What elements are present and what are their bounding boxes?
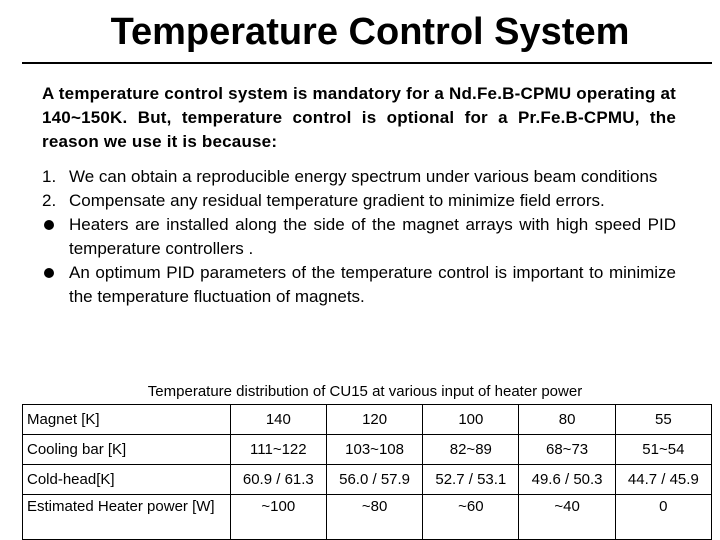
table-cell: 60.9 / 61.3 — [230, 465, 326, 495]
table-row — [23, 405, 712, 435]
point-item-3 — [42, 213, 676, 261]
table-cell: 111~122 — [230, 435, 326, 465]
table-cell: ~60 — [423, 495, 519, 540]
table-cell: ~100 — [230, 495, 326, 540]
intro-paragraph: A temperature control system is mandatory for a Nd.Fe.B-CPMU operating at 140~150K. But, temperature control is optional for a Pr.Fe.B-CPMU, the reason we use it is because: — [42, 84, 676, 151]
table-cell: 51~54 — [615, 435, 711, 465]
table-cell: 55 — [615, 405, 711, 435]
row-label: Cold-head[K] — [23, 465, 231, 495]
point-item-1 — [42, 165, 676, 189]
temperature-table — [22, 404, 712, 540]
bullet-icon — [44, 268, 54, 278]
table-cell: 120 — [326, 405, 422, 435]
row-label: Estimated Heater power [W] — [23, 495, 231, 540]
slide-title: Temperature Control System — [110, 11, 630, 53]
row-label: Cooling bar [K] — [23, 435, 231, 465]
title-underline — [22, 62, 712, 64]
point-number: 2. — [42, 191, 57, 210]
table-cell: 0 — [615, 495, 711, 540]
point-number: 1. — [42, 167, 57, 186]
table-cell: ~40 — [519, 495, 615, 540]
table-cell: 82~89 — [423, 435, 519, 465]
point-item-2 — [42, 189, 676, 213]
point-text: An optimum PID parameters of the temperature control is important to minimize the temperature fluctuation of magnets. — [69, 263, 676, 306]
table-cell: 44.7 / 45.9 — [615, 465, 711, 495]
table-cell: 80 — [519, 405, 615, 435]
table-cell: 52.7 / 53.1 — [423, 465, 519, 495]
table-cell: 49.6 / 50.3 — [519, 465, 615, 495]
bullet-icon — [44, 220, 54, 230]
table-cell: 140 — [230, 405, 326, 435]
table-row — [23, 435, 712, 465]
row-label: Magnet [K] — [23, 405, 231, 435]
table-cell: 56.0 / 57.9 — [326, 465, 422, 495]
point-text: We can obtain a reproducible energy spectrum under various beam conditions — [69, 167, 658, 186]
table-row — [23, 465, 712, 495]
point-text: Compensate any residual temperature gradient to minimize field errors. — [69, 191, 605, 210]
table-row — [23, 495, 712, 540]
table-cell: 103~108 — [326, 435, 422, 465]
table-caption: Temperature distribution of CU15 at various input of heater power — [147, 383, 583, 400]
point-text: Heaters are installed along the side of the magnet arrays with high speed PID temperature controllers . — [69, 215, 676, 258]
points-list — [42, 165, 676, 309]
point-item-4 — [42, 261, 676, 309]
table-cell: 100 — [423, 405, 519, 435]
table-cell: ~80 — [326, 495, 422, 540]
table-cell: 68~73 — [519, 435, 615, 465]
